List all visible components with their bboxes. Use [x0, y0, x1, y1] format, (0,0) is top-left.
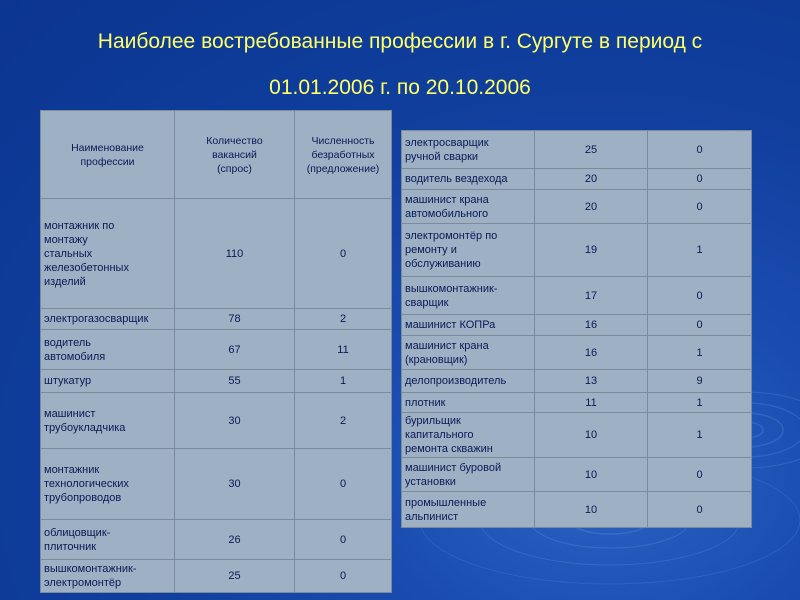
vacancies-cell: 20 [535, 169, 648, 190]
table-row [41, 330, 392, 370]
table-row [41, 520, 392, 560]
profession-name-cell: водитель автомобиля [41, 330, 175, 370]
table-row [41, 309, 392, 330]
vacancies-cell: 13 [535, 370, 648, 393]
vacancies-cell: 25 [175, 560, 295, 593]
table-row [41, 199, 392, 309]
table-row [402, 169, 752, 190]
vacancies-cell: 78 [175, 309, 295, 330]
header-vacancies: Количество вакансий (спрос) [175, 111, 295, 199]
profession-name-cell: бурильщик капитального ремонта скважин [402, 413, 535, 458]
vacancies-cell: 10 [535, 413, 648, 458]
unemployed-cell: 11 [295, 330, 392, 370]
unemployed-cell: 1 [295, 370, 392, 393]
vacancies-cell: 20 [535, 190, 648, 224]
unemployed-cell: 0 [648, 315, 752, 336]
vacancies-cell: 19 [535, 224, 648, 277]
unemployed-cell: 1 [648, 393, 752, 413]
profession-name-cell: электромонтёр по ремонту и обслуживанию [402, 224, 535, 277]
unemployed-cell: 1 [648, 224, 752, 277]
table-row [41, 560, 392, 593]
unemployed-cell: 0 [648, 169, 752, 190]
table-row [402, 413, 752, 458]
profession-name-cell: вышкомонтажник- электромонтёр [41, 560, 175, 593]
vacancies-cell: 10 [535, 458, 648, 492]
unemployed-cell: 1 [648, 413, 752, 458]
table-header-row [41, 111, 392, 199]
unemployed-cell: 0 [648, 190, 752, 224]
unemployed-cell: 0 [295, 520, 392, 560]
slide-title-line-2: 01.01.2006 г. по 20.10.2006 [269, 76, 531, 99]
vacancies-cell: 16 [535, 336, 648, 370]
table-row [402, 336, 752, 370]
profession-name-cell: облицовщик- плиточник [41, 520, 175, 560]
vacancies-cell: 30 [175, 393, 295, 449]
unemployed-cell: 0 [295, 449, 392, 520]
profession-name-cell: вышкомонтажник- сварщик [402, 277, 535, 315]
vacancies-cell: 17 [535, 277, 648, 315]
unemployed-cell: 2 [295, 393, 392, 449]
profession-name-cell: монтажник по монтажу стальных железобетонных изделий [41, 199, 175, 309]
unemployed-cell: 0 [648, 458, 752, 492]
profession-name-cell: промышленные альпинист [402, 492, 535, 528]
vacancies-cell: 55 [175, 370, 295, 393]
unemployed-cell: 0 [295, 199, 392, 309]
right-professions-table [401, 130, 752, 528]
table-row [41, 370, 392, 393]
profession-name-cell: машинист крана (крановщик) [402, 336, 535, 370]
unemployed-cell: 0 [648, 492, 752, 528]
vacancies-cell: 67 [175, 330, 295, 370]
vacancies-cell: 11 [535, 393, 648, 413]
table-row [402, 315, 752, 336]
profession-name-cell: машинист КОПРа [402, 315, 535, 336]
unemployed-cell: 0 [648, 277, 752, 315]
header-unemployed: Численность безработных (предложение) [295, 111, 392, 199]
vacancies-cell: 16 [535, 315, 648, 336]
profession-name-cell: плотник [402, 393, 535, 413]
profession-name-cell: делопроизводитель [402, 370, 535, 393]
table-row [402, 492, 752, 528]
vacancies-cell: 25 [535, 131, 648, 169]
unemployed-cell: 0 [295, 560, 392, 593]
profession-name-cell: электросварщик ручной сварки [402, 131, 535, 169]
table-row [41, 393, 392, 449]
table-row [402, 458, 752, 492]
unemployed-cell: 2 [295, 309, 392, 330]
table-row [402, 370, 752, 393]
unemployed-cell: 0 [648, 131, 752, 169]
table-row [402, 224, 752, 277]
header-profession-name: Наименование профессии [41, 111, 175, 199]
vacancies-cell: 10 [535, 492, 648, 528]
table-row [402, 190, 752, 224]
profession-name-cell: штукатур [41, 370, 175, 393]
unemployed-cell: 1 [648, 336, 752, 370]
left-professions-table [40, 110, 392, 593]
profession-name-cell: машинист крана автомобильного [402, 190, 535, 224]
profession-name-cell: монтажник технологических трубопроводов [41, 449, 175, 520]
profession-name-cell: машинист трубоукладчика [41, 393, 175, 449]
table-row [402, 393, 752, 413]
profession-name-cell: электрогазосварщик [41, 309, 175, 330]
vacancies-cell: 26 [175, 520, 295, 560]
table-row [41, 449, 392, 520]
profession-name-cell: машинист буровой установки [402, 458, 535, 492]
profession-name-cell: водитель вездехода [402, 169, 535, 190]
unemployed-cell: 9 [648, 370, 752, 393]
table-row [402, 131, 752, 169]
vacancies-cell: 30 [175, 449, 295, 520]
slide-title-line-1: Наиболее востребованные профессии в г. Сургуте в период с [97, 30, 703, 53]
vacancies-cell: 110 [175, 199, 295, 309]
table-row [402, 277, 752, 315]
